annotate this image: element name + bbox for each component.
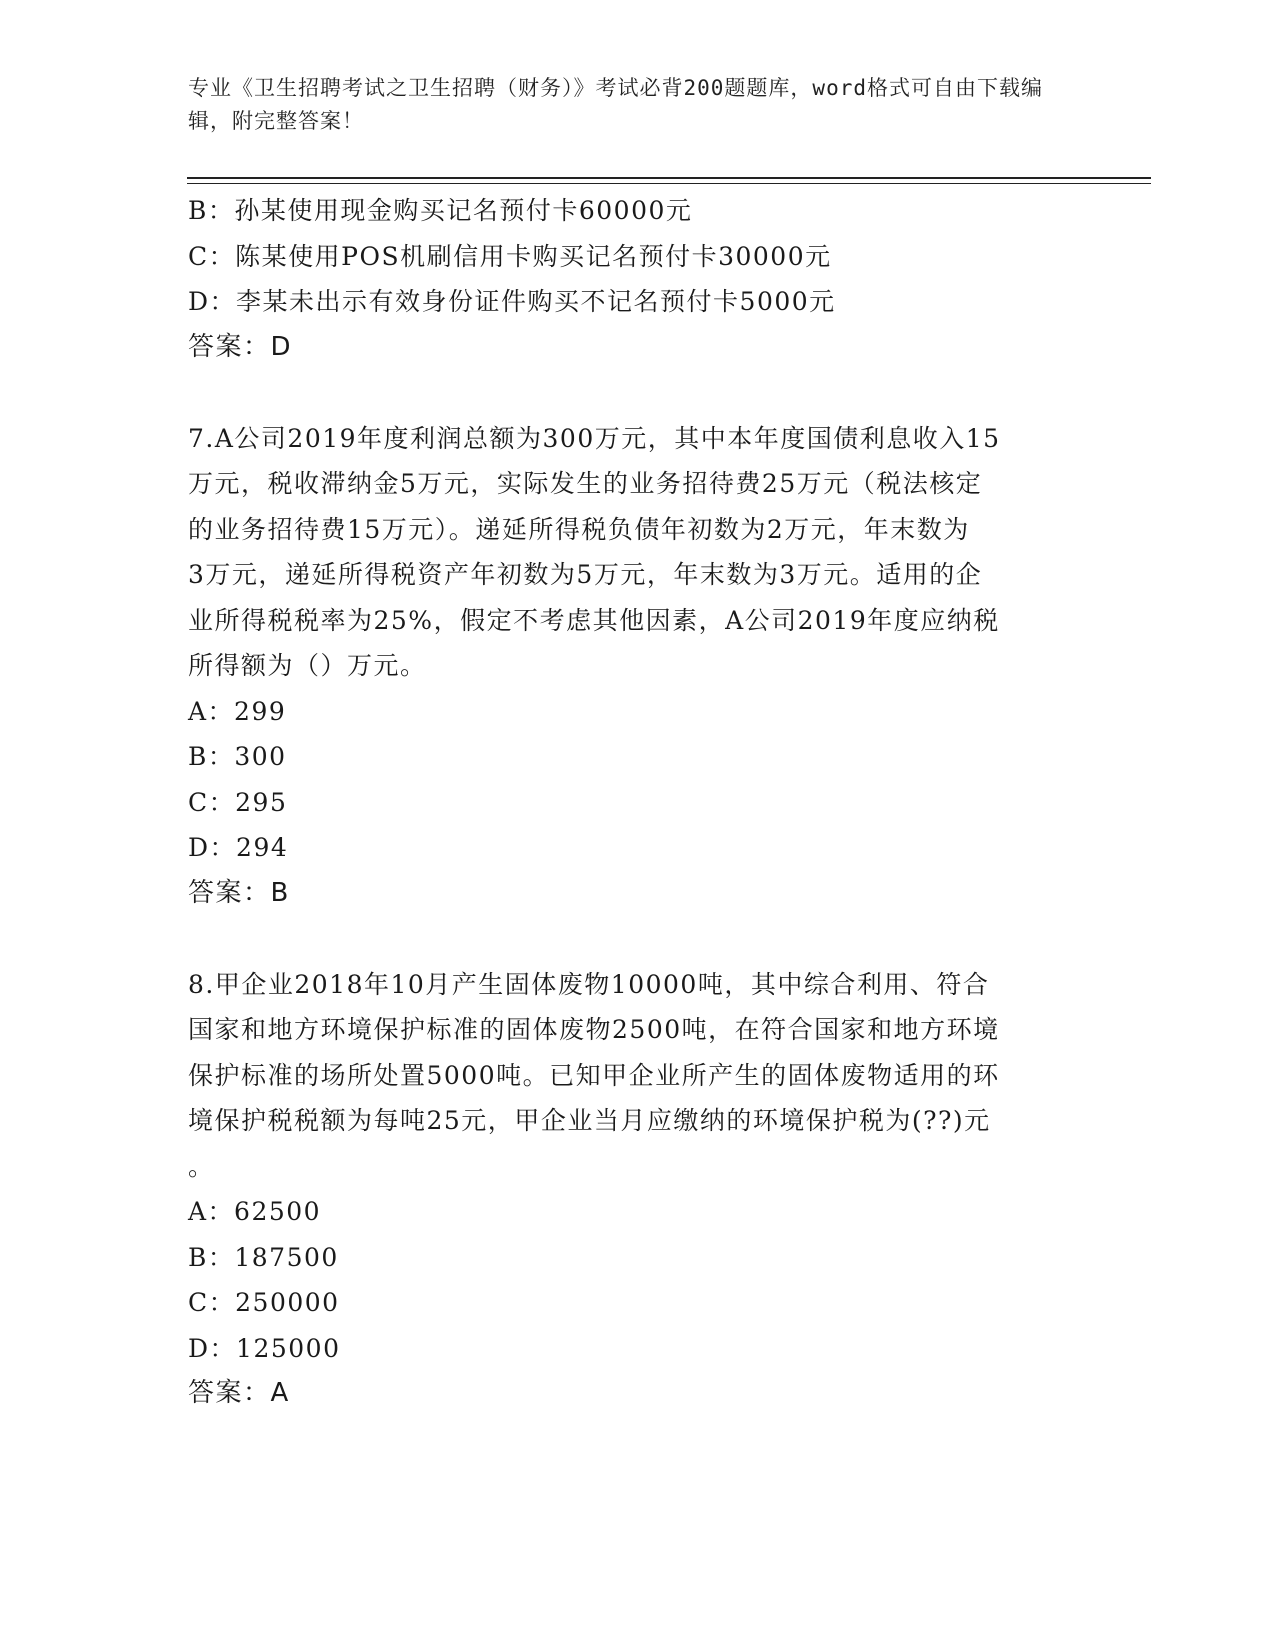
document-header: 专业《卫生招聘考试之卫生招聘（财务）》考试必背200题题库，word格式可自由下载编辑，附完整答案！ <box>188 76 1043 133</box>
option-c: C：295 <box>188 787 288 817</box>
answer: 答案：D <box>188 331 293 362</box>
question-text-line: 7.A公司2019年度利润总额为300万元，其中本年度国债利息收入15 <box>188 423 1001 453</box>
answer: 答案：A <box>188 1378 290 1408</box>
question-8 <box>188 962 1068 1417</box>
option-a: A：62500 <box>188 1197 322 1226</box>
option-a: A：299 <box>188 696 287 726</box>
option-c: C：250000 <box>188 1288 340 1317</box>
question-text-line: 国家和地方环境保护标准的固体废物2500吨，在符合国家和地方环境 <box>188 1015 1000 1044</box>
question-text-line: 。 <box>188 1151 215 1181</box>
option-d: D：294 <box>188 833 289 862</box>
question-text-line: 保护标准的场所处置5000吨。已知甲企业所产生的固体废物适用的环 <box>188 1060 1000 1090</box>
option-d: D：125000 <box>188 1333 341 1363</box>
question-6-tail <box>188 188 1068 370</box>
question-text-line: 万元，税收滞纳金5万元，实际发生的业务招待费25万元（税法核定 <box>188 469 983 498</box>
question-text-line: 的业务招待费15万元）。递延所得税负债年初数为2万元，年末数为 <box>188 514 970 544</box>
option-b: B：300 <box>188 742 287 771</box>
header-rule-thick <box>187 177 1151 179</box>
question-text-line: 业所得税税率为25%，假定不考虑其他因素，A公司2019年度应纳税 <box>188 605 1000 635</box>
option-b: B：187500 <box>188 1242 339 1272</box>
question-text-line: 3万元，递延所得税资产年初数为5万元，年末数为3万元。适用的企 <box>188 560 983 589</box>
question-text-line: 所得额为（）万元。 <box>188 651 427 680</box>
question-7 <box>188 416 1068 917</box>
option-b: B：孙某使用现金购买记名预付卡60000元 <box>188 196 693 225</box>
document-body <box>188 188 1068 1417</box>
question-text-line: 8.甲企业2018年10月产生固体废物10000吨，其中综合利用、符合 <box>188 969 990 999</box>
answer: 答案：B <box>188 877 290 908</box>
header-rule-thin <box>187 183 1151 184</box>
option-d: D：李某未出示有效身份证件购买不记名预付卡5000元 <box>188 287 836 316</box>
question-text-line: 境保护税税额为每吨25元，甲企业当月应缴纳的环境保护税为(??)元 <box>188 1106 991 1135</box>
option-c: C：陈某使用POS机刷信用卡购买记名预付卡30000元 <box>188 241 832 271</box>
